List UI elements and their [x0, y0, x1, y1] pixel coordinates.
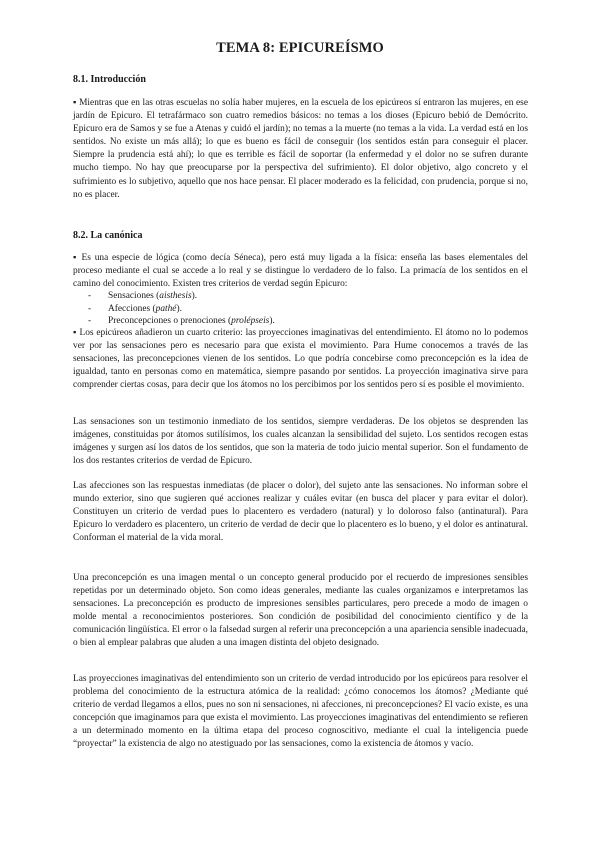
paragraph-sensaciones: Las sensaciones son un testimonio inmediato de los sentidos, siempre verdaderas. De los objetos se desprenden las imágenes, constituidas por átomos sutilísimos, los cuales alcanzan la sensibilidad del sujeto. Los sentidos recogen estas imágenes y surgen así los datos de los sentidos, que son la materia de todo juicio mental superior. Son el fundamento de los dos restantes criterios de verdad de Epicuro. [73, 417, 528, 467]
paragraph-introduccion: ▪ Mientras que en las otras escuelas no solía haber mujeres, en la escuela de los epicúreos sí entraron las mujeres, en ese jardín de Epicuro. El tetrafármaco son cuatro remedios básicos: no temas a los dioses (Epicuro bebió de Demócrito. Epicuro era de Samos y se fue a Atenas y cuidó el jardín); no temas a la muerte (no temas a la vida. La verdad está en los sentidos. No existe un más allá); lo que es bueno es fácil de conseguir (los sentidos están para conseguir el placer. Siempre la prudencia está ahí); lo que es terrible es fácil de soportar (la enfermedad y el dolor no se sufren durante mucho tiempo. No hay que preocuparse por la perspectiva del sufrimiento). El dolor objetivo, algo concreto y el sufrimiento es lo subjetivo, aquello que nos hace pensar. El placer moderado es la felicidad, con prudencia, porque si no, no es placer. [73, 98, 528, 200]
paragraph-canonica-2: ▪ Los epicúreos añadieron un cuarto criterio: las proyecciones imaginativas del entendimiento. El átomo no lo podemos ver por las sensaciones pero es necesario para que exista el movimiento. Para Hume conocemos a través de las sensaciones, las preconcepciones vienen de los sentidos. Lo que podría concebirse como preconcepción es la idea de igualdad, tanto en personas como en matemática, siempre pasando por sentidos. La proyección imaginativa sirve para comprender ciertas cosas, para decir que los átomos no los percibimos por los sentidos pero sí es posible el movimiento. [73, 328, 528, 391]
paragraph-proyecciones: Las proyecciones imaginativas del entendimiento son un criterio de verdad introducido por los epicúreos para resolver el problema del conocimiento de la estructura atómica de la realidad: ¿cómo conocemos los átomos? ¿Mediante qué criterio de verdad llegamos a ellos, pues no son ni sensaciones, ni afecciones, ni preconcepciones? El vacío existe, es una concepción que imaginamos para que exista el movimiento. Las proyecciones imaginativas del entendimiento se refieren a un determinado momento en la última etapa del proceso cognoscitivo, mediante el cual la inteligencia puede “proyectar” la existencia de algo no atestiguado por las sensaciones, como la existencia de átomos y vacío. [73, 674, 528, 750]
paragraph-preconcepcion: Una preconcepción es una imagen mental o un concepto general producido por el recuerdo de impresiones sensibles repetidas por un determinado objeto. Son como ideas generales, mediante las cuales organizamos e interpretamos las sensaciones. La preconcepción es producto de impresiones sensibles particulares, pero precede a modo de imagen o molde mental a reconocimientos posteriores. Son condición de posibilidad del conocimiento científico y de la comunicación lingüística. El error o la falsedad surgen al referir una preconcepción a una apariencia sensible inadecuada, o bien al emplear palabras que aluden a una imagen distinta del objeto designado. [73, 573, 528, 649]
list-item: - Sensaciones (aisthesis). [88, 291, 198, 301]
paragraph-canonica-1: ▪ Es una especie de lógica (como decía Séneca), pero está muy ligada a la física: enseña las bases elementales del proceso mediante el cual se accede a lo real y se distingue lo verdadero de lo falso. La primacía de los sentidos en el camino del conocimiento. Existen tres criterios de verdad según Epicuro: [73, 253, 528, 290]
paragraph-afecciones: Las afecciones son las respuestas inmediatas (de placer o dolor), del sujeto ante las sensaciones. No informan sobre el mundo exterior, sino que sugieren qué acciones realizar y cuáles evitar (en busca del placer y para evitar el dolor). Constituyen un criterio de verdad pues lo placentero es verdadero (natural) y lo doloroso falso (antinatural). Para Epicuro lo verdadero es placentero, un criterio de verdad de decir que lo placentero es lo bueno, y el dolor es antinatural. Conforman el material de la vida moral. [73, 481, 528, 544]
list-item: - Afecciones (pathé). [88, 303, 182, 314]
page-title: TEMA 8: EPICUREÍSMO [216, 40, 384, 56]
section-heading-introduccion: 8.1. Introducción [73, 74, 146, 85]
list-item: - Preconcepciones o prenociones (prolépseis). [88, 316, 275, 327]
section-heading-canonica: 8.2. La canónica [73, 230, 143, 241]
criteria-list [88, 290, 275, 328]
